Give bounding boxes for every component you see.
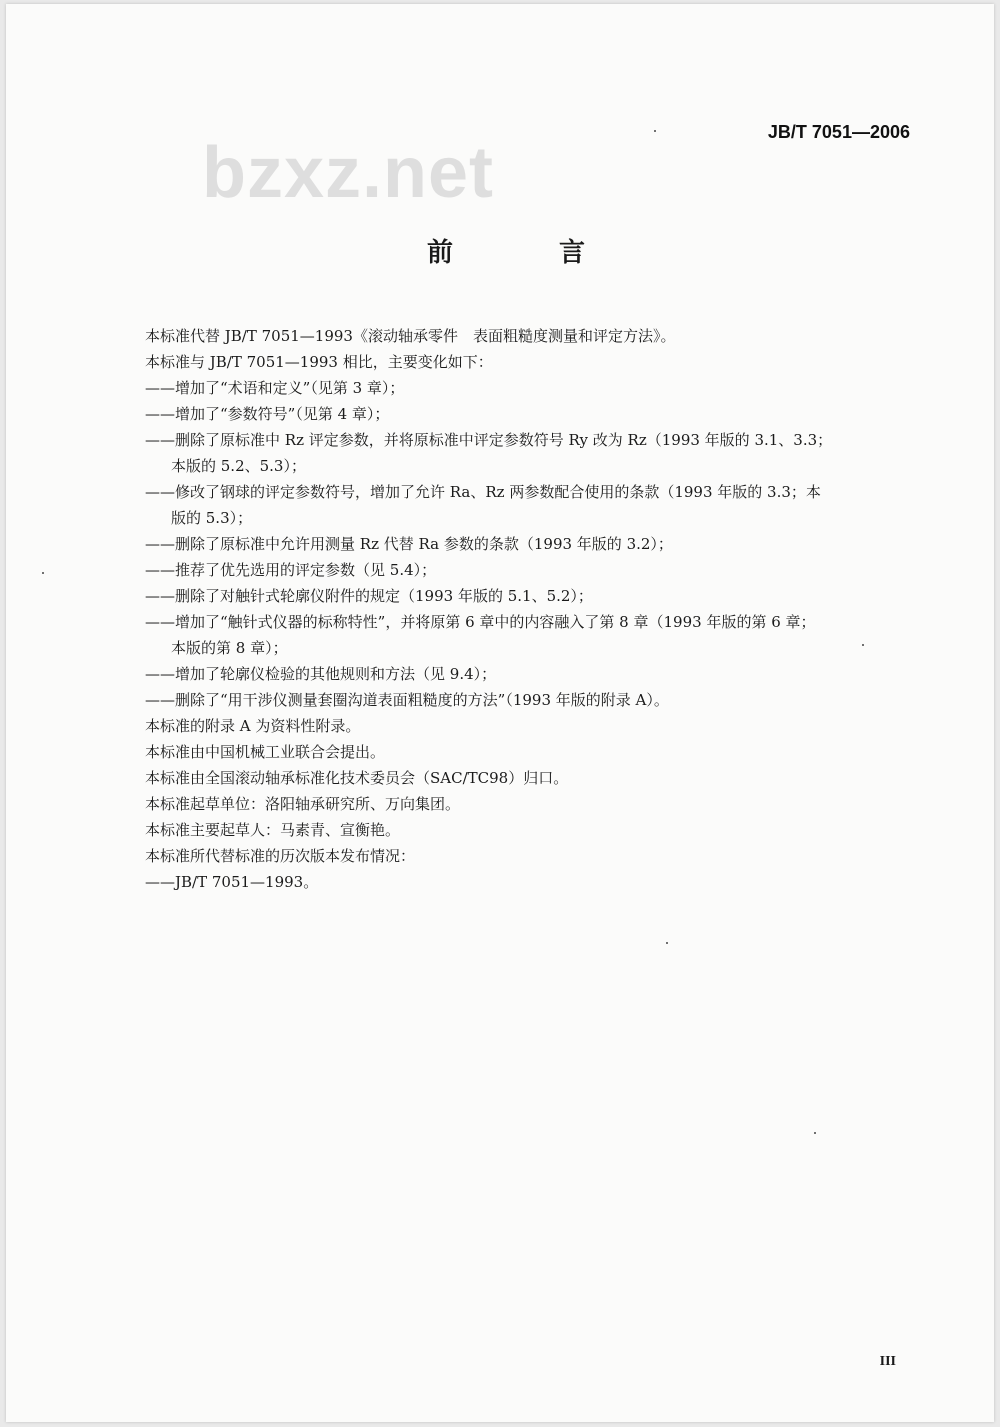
paragraph-line: 本标准主要起草人：马素青、宣衡艳。 xyxy=(145,821,401,839)
scan-speck xyxy=(666,942,668,944)
change-item: ——JB/T 7051—1993。 xyxy=(145,873,319,891)
scan-speck xyxy=(654,130,656,132)
page-title: 前 言 xyxy=(426,238,625,268)
change-item: ——增加了“触针式仪器的标称特性”，并将原第 6 章中的内容融入了第 8 章（1993 年版的第 6 章； xyxy=(145,613,816,631)
page-number: III xyxy=(879,1354,896,1369)
change-item: ——增加了轮廓仪检验的其他规则和方法（见 9.4）； xyxy=(145,665,497,683)
change-item-continuation: 本版的第 8 章）； xyxy=(171,639,288,657)
paragraph-line: 本标准所代替标准的历次版本发布情况： xyxy=(145,847,416,865)
paragraph-line: 本标准与 JB/T 7051—1993 相比，主要变化如下： xyxy=(145,353,493,371)
change-item: ——推荐了优先选用的评定参数（见 5.4）； xyxy=(145,561,437,579)
scan-speck xyxy=(814,1132,816,1134)
change-item: ——删除了原标准中 Rz 评定参数，并将原标准中评定参数符号 Ry 改为 Rz（1993 年版的 3.1、3.3； xyxy=(145,431,833,449)
standard-code: JB/T 7051—2006 xyxy=(767,122,910,142)
change-item-continuation: 版的 5.3）； xyxy=(171,509,253,527)
change-item: ——删除了对触针式轮廓仪附件的规定（1993 年版的 5.1、5.2）； xyxy=(145,587,593,605)
change-item: ——删除了“用干涉仪测量套圈沟道表面粗糙度的方法”（1993 年版的附录 A）。 xyxy=(145,691,669,709)
change-item: ——修改了钢球的评定参数符号，增加了允许 Ra、Rz 两参数配合使用的条款（1993 年版的 3.3；本 xyxy=(145,483,821,501)
scan-speck xyxy=(862,644,864,646)
paragraph-line: 本标准由中国机械工业联合会提出。 xyxy=(145,743,386,761)
foreword-body xyxy=(145,323,920,895)
change-item: ——增加了“术语和定义”（见第 3 章）； xyxy=(145,379,405,397)
document-page xyxy=(6,4,994,1422)
paragraph-line: 本标准的附录 A 为资料性附录。 xyxy=(145,717,361,735)
change-item: ——删除了原标准中允许用测量 Rz 代替 Ra 参数的条款（1993 年版的 3.2）； xyxy=(145,535,673,553)
paragraph-line: 本标准代替 JB/T 7051—1993《滚动轴承零件 表面粗糙度测量和评定方法》。 xyxy=(145,327,676,345)
paragraph-line: 本标准起草单位：洛阳轴承研究所、万向集团。 xyxy=(145,795,461,813)
paragraph-line: 本标准由全国滚动轴承标准化技术委员会（SAC/TC98）归口。 xyxy=(145,769,569,787)
change-item-continuation: 本版的 5.2、5.3）； xyxy=(171,457,306,475)
scan-speck xyxy=(42,572,44,574)
watermark-logo: bzxz.net xyxy=(202,133,495,213)
change-item: ——增加了“参数符号”（见第 4 章）； xyxy=(145,405,390,423)
